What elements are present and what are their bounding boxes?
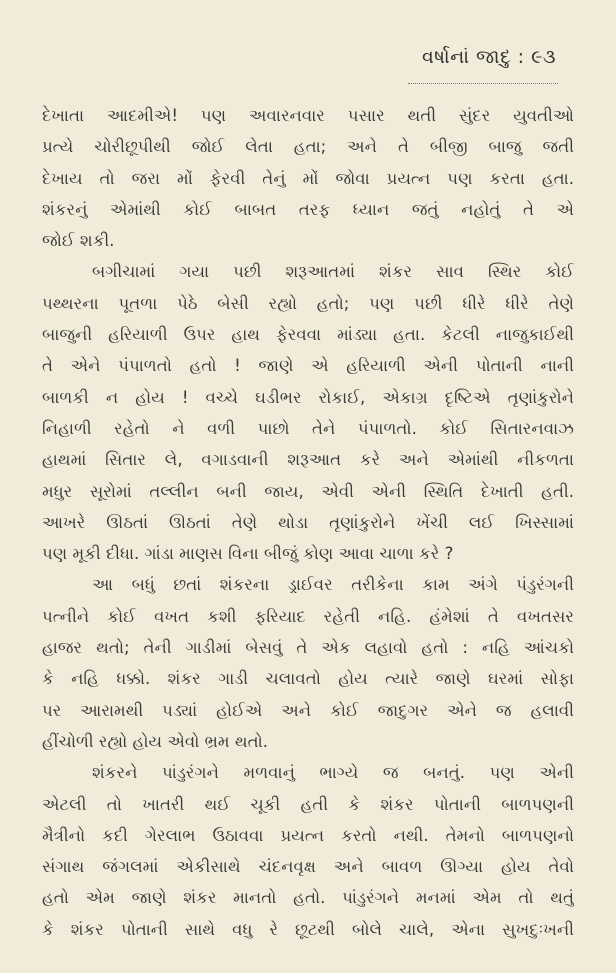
text-line: એટલી તો ખાતરી થઈ ચૂકી હતી કે શંકર પોતાની બાળપણની bbox=[42, 794, 574, 814]
text-line: નિહાળી રહેતો ને વળી પાછો તેને પંપાળતો. કોઈ સિતારનવાઝ bbox=[42, 418, 574, 438]
running-header: વર્ષાનાં જાદુ : ૯૩ bbox=[422, 46, 556, 68]
paragraph-4 bbox=[42, 757, 574, 945]
text-line: શંકરનું એમાંથી કોઈ બાબત તરફ ધ્યાન જતું નહોતું તે એ bbox=[42, 199, 574, 219]
text-line: બગીચામાં ગયા પછી શરૂઆતમાં શંકર સાવ સ્થિર કોઈ bbox=[92, 262, 574, 282]
text-line: શંકરને પાંડુરંગને મળવાનું ભાગ્યે જ બનતું. પણ એની bbox=[92, 763, 574, 783]
text-line: હતો એમ જાણે શંકર માનતો હતો. પાંડુરંગને મનમાં એમ તો થતું bbox=[42, 888, 574, 908]
text-line: તે એને પંપાળતો હતો ! જાણે એ હરિયાળી એની પોતાની નાની bbox=[42, 356, 574, 376]
text-line: જોઈ શકી. bbox=[42, 231, 115, 251]
text-line: આખરે ઊઠતાં ઊઠતાં તેણે થોડા તૃણાંકુરોને ખેંચી લઈ ખિસ્સામાં bbox=[42, 512, 574, 532]
text-line: પત્નીને કોઈ વખત કશી ફરિયાદ રહેતી નહિ. હંમેશાં તે વખતસર bbox=[42, 606, 574, 626]
text-line: સંગાથ જંગલમાં એકીસાથે ચંદનવૃક્ષ અને બાવળ ઊગ્યા હોય તેવો bbox=[42, 857, 574, 877]
text-line: મધુર સૂરોમાં તલ્લીન બની જાય, એવી એની સ્થિતિ દેખાતી હતી. bbox=[42, 481, 574, 501]
text-line: પ્રત્યે ચોરીછૂપીથી જોઈ લેતા હતા; અને તે બીજી બાજુ જતી bbox=[42, 137, 574, 157]
header-rule bbox=[408, 80, 558, 84]
paragraph-2 bbox=[42, 256, 574, 569]
text-line: કે શંકર પોતાની સાથે વધુ રે છૂટથી બોલે ચાલે, એના સુખદુઃખની bbox=[42, 919, 574, 939]
text-line: કે નહિ ધક્કો. શંકર ગાડી ચલાવતો હોય ત્યારે જાણે ઘરમાં સોફા bbox=[42, 669, 574, 689]
text-line: મૈત્રીનો કદી ગેરલાભ ઉઠાવવા પ્રયત્ન કરતો નથી. તેમનો બાળપણનો bbox=[42, 825, 574, 845]
text-line: પણ મૂકી દીધા. ગાંડા માણસ વિના બીજું કોણ આવા ચાળા કરે ? bbox=[42, 544, 454, 564]
text-line: આ બધું છતાં શંકરના ડ્રાઈવર તરીકેના કામ અંગે પંડુરંગની bbox=[92, 575, 574, 595]
body-text bbox=[42, 100, 574, 945]
paragraph-1 bbox=[42, 100, 574, 256]
text-line: હાથમાં સિતાર લે, વગાડવાની શરૂઆત કરે અને એમાંથી નીકળતા bbox=[42, 450, 574, 470]
text-line: હાજર થતો; તેની ગાડીમાં બેસવું તે એક લહાવો હતો : નહિ આંચકો bbox=[42, 638, 574, 658]
text-line: દેખાતા આદમીએ! પણ અવારનવાર પસાર થતી સુંદર યુવતીઓ bbox=[42, 106, 574, 125]
text-line: બાળકી ન હોય ! વચ્ચે ઘડીભર રોકાઈ, એકાગ્ર દૃષ્ટિએ તૃણાંકુરોને bbox=[42, 387, 574, 407]
text-line: દેખાય તો જરા મોં ફેરવી તેનું મોં જોવા પ્રયત્ન પણ કરતા હતા. bbox=[42, 168, 574, 188]
text-line: હીંચોળી રહ્યો હોય એવો ભ્રમ થતો. bbox=[42, 731, 269, 751]
text-line: પર આરામથી પડ્યાં હોઈએ અને કોઈ જાદુગર એને જ હલાવી bbox=[42, 700, 574, 720]
text-line: પથ્થરના પૂતળા પેઠે બેસી રહ્યો હતો; પણ પછી ધીરે ધીરે તેણે bbox=[42, 293, 574, 313]
text-line: બાજુની હરિયાળી ઉપર હાથ ફેરવવા માંડ્યા હતા. કેટલી નાજુકાઈથી bbox=[42, 325, 574, 345]
paragraph-3 bbox=[42, 569, 574, 757]
